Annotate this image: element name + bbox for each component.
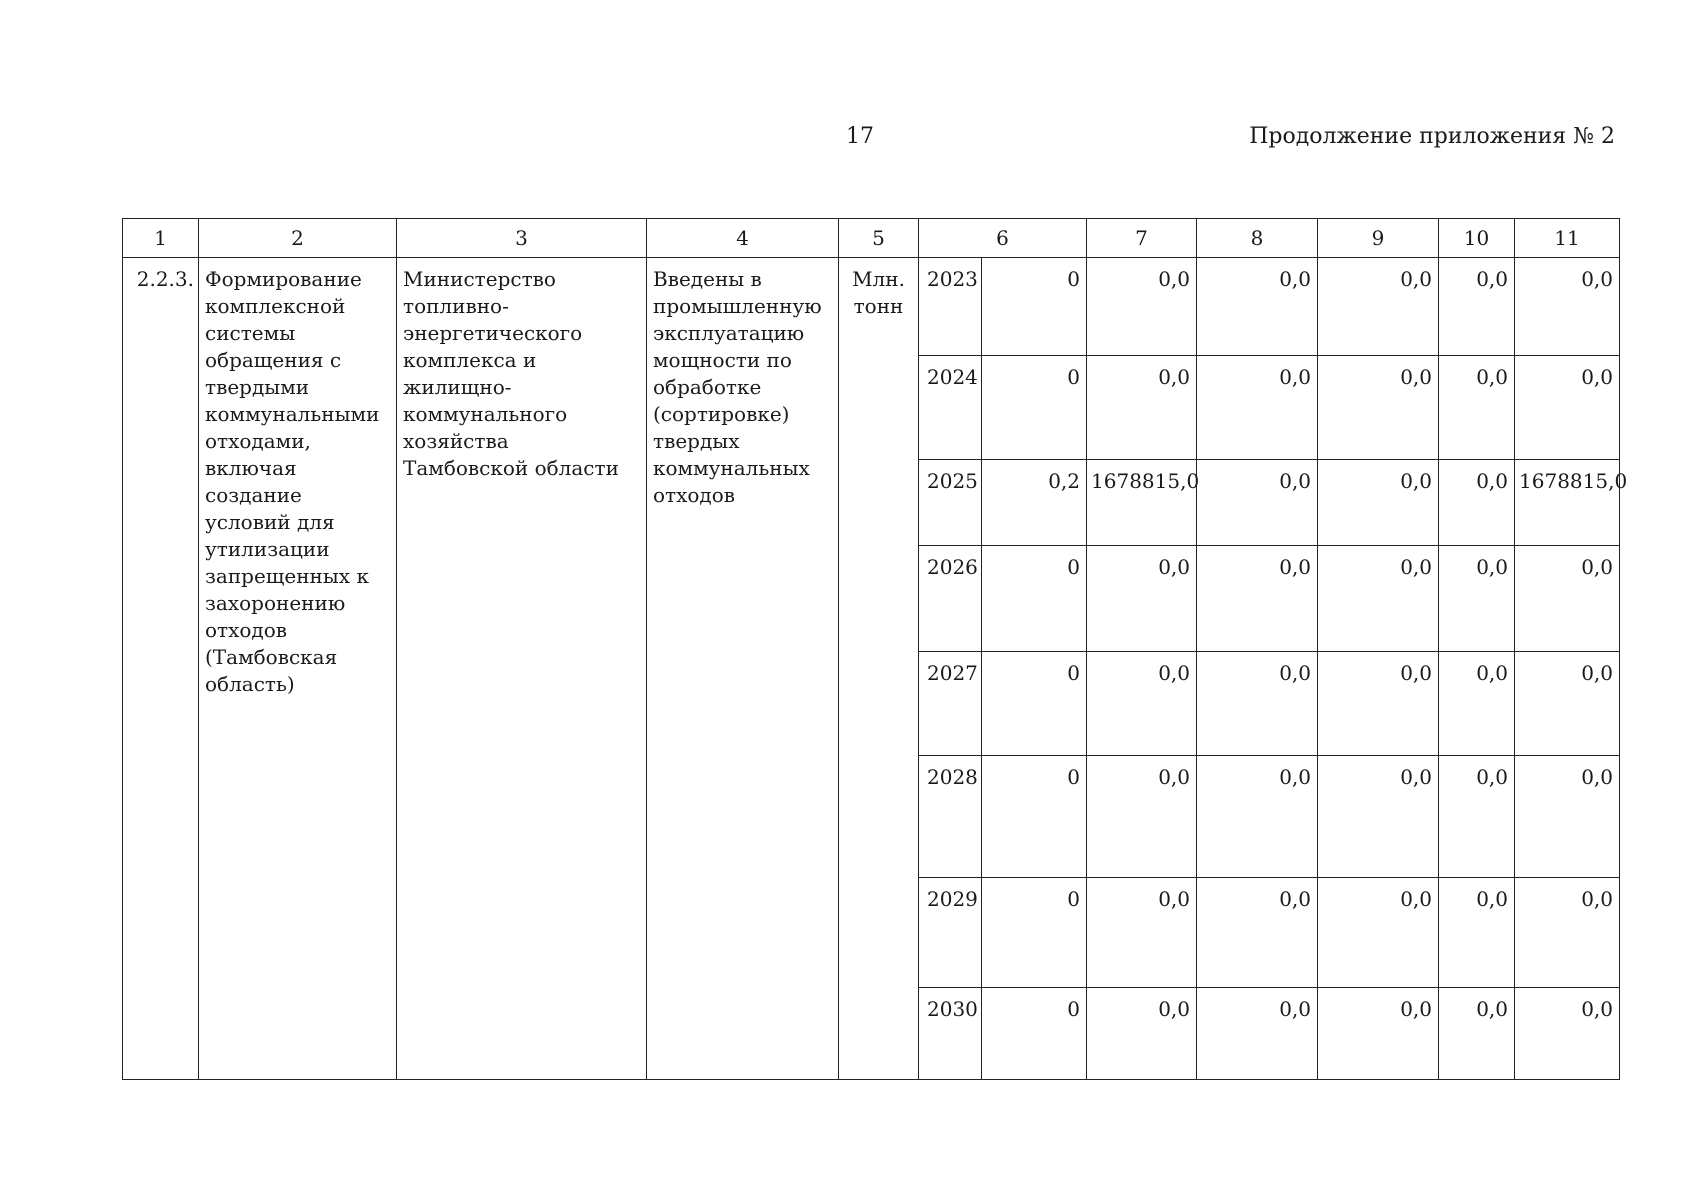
col9-cell: 0,0 — [1318, 258, 1439, 356]
value-cell: 0 — [982, 652, 1087, 756]
col9-cell: 0,0 — [1318, 652, 1439, 756]
value-cell: 0 — [982, 756, 1087, 878]
value-cell: 0 — [982, 546, 1087, 652]
col-header-1: 1 — [123, 219, 199, 258]
col7-cell: 0,0 — [1087, 356, 1197, 460]
program-table — [122, 218, 1628, 1080]
col10-cell: 0,0 — [1439, 546, 1515, 652]
col-header-10: 10 — [1439, 219, 1515, 258]
col11-cell: 0,0 — [1515, 988, 1620, 1080]
value-cell: 0 — [982, 988, 1087, 1080]
col-header-8: 8 — [1197, 219, 1318, 258]
col7-cell: 0,0 — [1087, 652, 1197, 756]
col8-cell: 0,0 — [1197, 546, 1318, 652]
year-cell: 2029 — [919, 878, 982, 988]
col8-cell: 0,0 — [1197, 258, 1318, 356]
col10-cell: 0,0 — [1439, 258, 1515, 356]
col8-cell: 0,0 — [1197, 878, 1318, 988]
year-cell: 2023 — [919, 258, 982, 356]
col8-cell: 0,0 — [1197, 356, 1318, 460]
col10-cell: 0,0 — [1439, 988, 1515, 1080]
col10-cell: 0,0 — [1439, 356, 1515, 460]
year-cell: 2030 — [919, 988, 982, 1080]
col-header-6: 6 — [919, 219, 1087, 258]
col11-cell: 0,0 — [1515, 356, 1620, 460]
year-cell: 2024 — [919, 356, 982, 460]
value-cell: 0,2 — [982, 460, 1087, 546]
col10-cell: 0,0 — [1439, 460, 1515, 546]
table-row — [123, 258, 1620, 356]
value-cell: 0 — [982, 356, 1087, 460]
col-header-9: 9 — [1318, 219, 1439, 258]
col7-cell: 0,0 — [1087, 988, 1197, 1080]
col-header-11: 11 — [1515, 219, 1620, 258]
col11-cell: 0,0 — [1515, 546, 1620, 652]
col9-cell: 0,0 — [1318, 878, 1439, 988]
item-indicator: Введены в промышленную эксплуатацию мощности по обработке (сортировке) твердых коммунальных отходов — [647, 258, 839, 1080]
col9-cell: 0,0 — [1318, 460, 1439, 546]
col7-cell: 0,0 — [1087, 546, 1197, 652]
col7-cell: 0,0 — [1087, 258, 1197, 356]
item-name: Формирование комплексной системы обращения с твердыми коммунальными отходами, включая создание условий для утилизации запрещенных к захоронению отходов (Тамбовская область) — [199, 258, 397, 1080]
year-cell: 2028 — [919, 756, 982, 878]
col8-cell: 0,0 — [1197, 460, 1318, 546]
col-header-3: 3 — [397, 219, 647, 258]
col11-cell: 0,0 — [1515, 878, 1620, 988]
header-row — [123, 219, 1620, 258]
item-number: 2.2.3. — [123, 258, 199, 1080]
col7-cell: 0,0 — [1087, 878, 1197, 988]
col11-cell: 0,0 — [1515, 258, 1620, 356]
col10-cell: 0,0 — [1439, 878, 1515, 988]
year-cell: 2026 — [919, 546, 982, 652]
col-header-4: 4 — [647, 219, 839, 258]
col10-cell: 0,0 — [1439, 756, 1515, 878]
year-cell: 2025 — [919, 460, 982, 546]
col11-cell: 0,0 — [1515, 652, 1620, 756]
col8-cell: 0,0 — [1197, 988, 1318, 1080]
col10-cell: 0,0 — [1439, 652, 1515, 756]
value-cell: 0 — [982, 258, 1087, 356]
col11-cell: 1678815,0 — [1515, 460, 1620, 546]
col8-cell: 0,0 — [1197, 652, 1318, 756]
col9-cell: 0,0 — [1318, 988, 1439, 1080]
item-unit: Млн. тонн — [839, 258, 919, 1080]
col9-cell: 0,0 — [1318, 356, 1439, 460]
item-responsible: Министерство топливно-энергетического комплекса и жилищно-коммунального хозяйства Тамбовской области — [397, 258, 647, 1080]
col7-cell: 0,0 — [1087, 756, 1197, 878]
col-header-2: 2 — [199, 219, 397, 258]
col9-cell: 0,0 — [1318, 546, 1439, 652]
col-header-7: 7 — [1087, 219, 1197, 258]
col11-cell: 0,0 — [1515, 756, 1620, 878]
year-cell: 2027 — [919, 652, 982, 756]
continuation-title: Продолжение приложения № 2 — [1249, 124, 1615, 149]
col7-cell: 1678815,0 — [1087, 460, 1197, 546]
col9-cell: 0,0 — [1318, 756, 1439, 878]
col8-cell: 0,0 — [1197, 756, 1318, 878]
value-cell: 0 — [982, 878, 1087, 988]
col-header-5: 5 — [839, 219, 919, 258]
page-number: 17 — [846, 124, 874, 149]
